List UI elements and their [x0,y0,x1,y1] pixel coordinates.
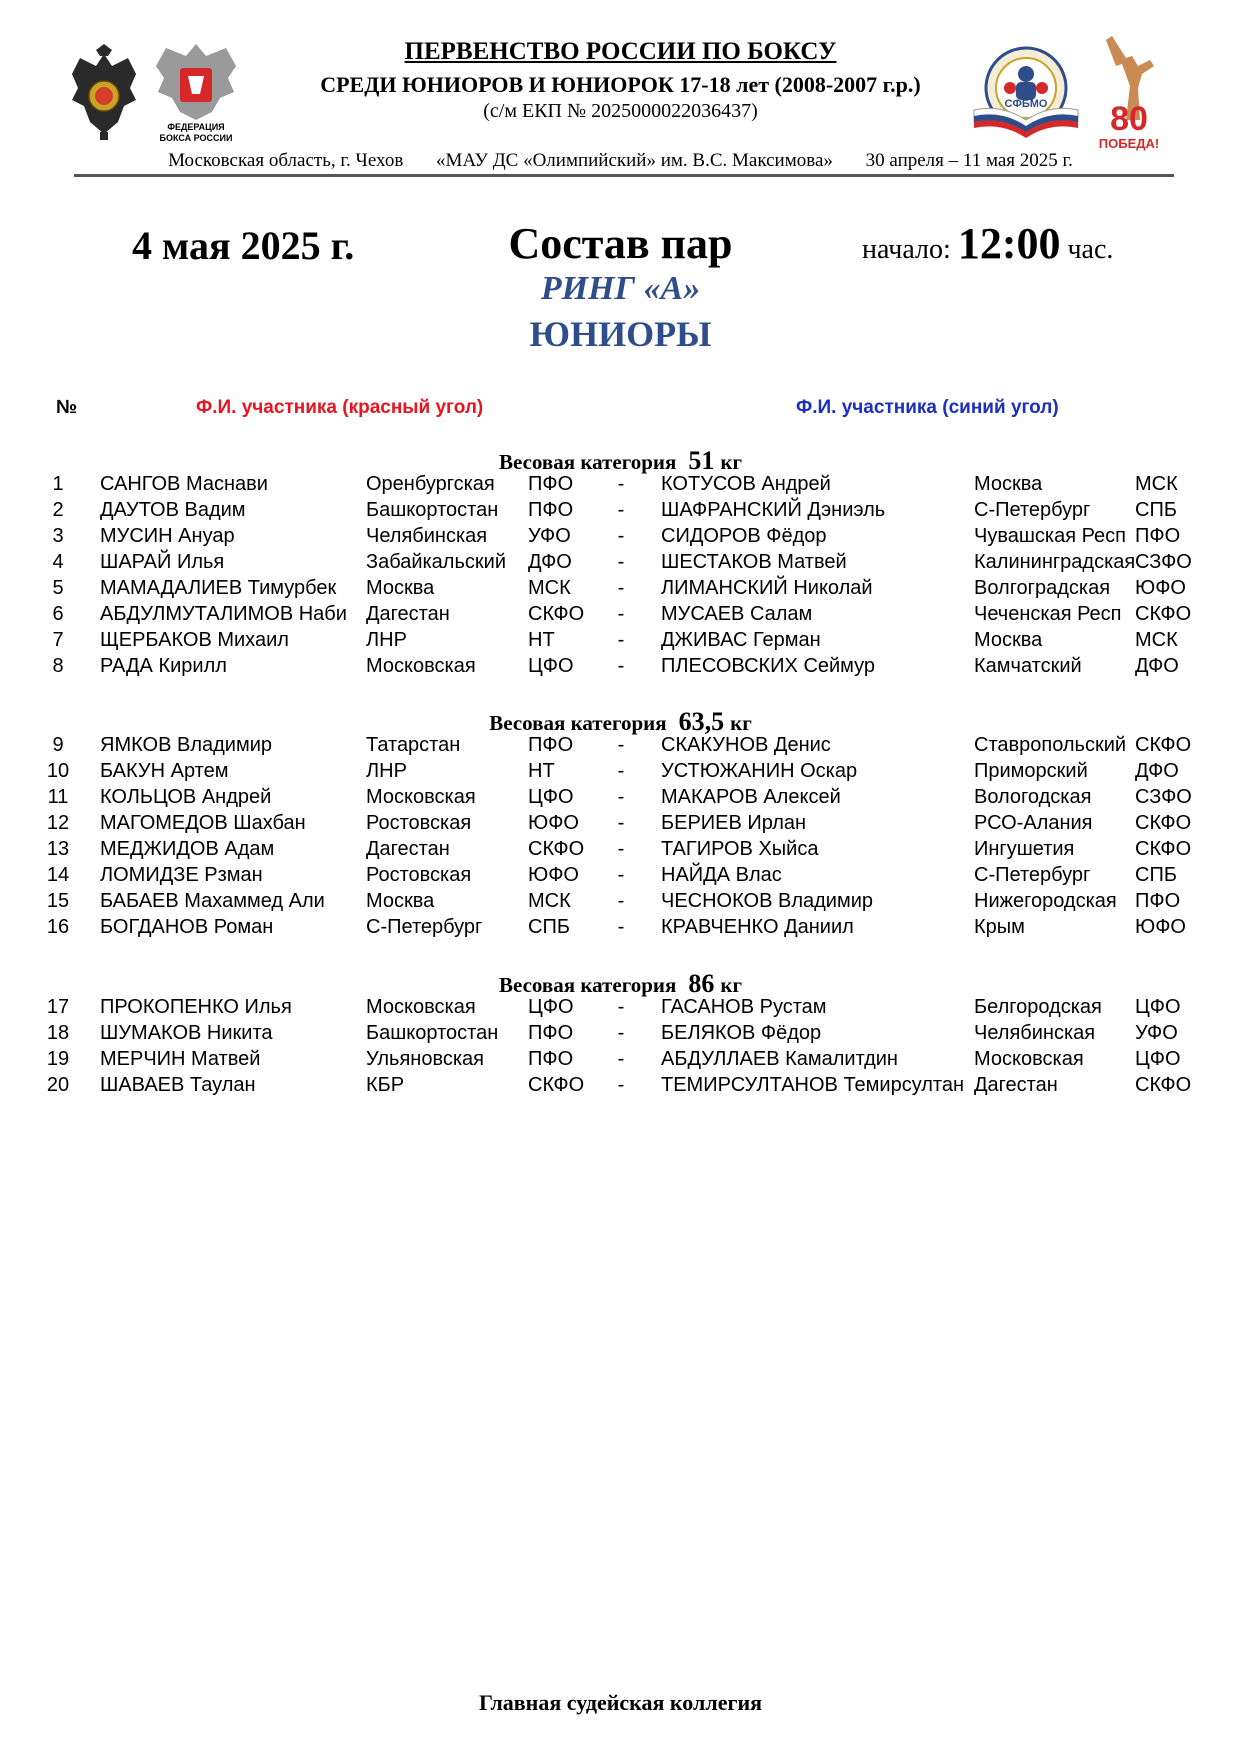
championship-title: ПЕРВЕНСТВО РОССИИ ПО БОКСУ [404,38,837,65]
vs-dash: - [617,603,625,625]
venue-place: «МАУ ДС «Олимпийский» им. В.С. Максимова» [436,150,833,171]
bout-number: 2 [52,499,64,521]
red-region: Башкортостан [366,499,499,521]
vs-dash: - [617,551,625,573]
red-name: КОЛЬЦОВ Андрей [100,786,272,808]
bout-number: 14 [46,864,70,886]
red-name: ДАУТОВ Вадим [100,499,246,521]
bout-row [0,890,1241,916]
red-region: ЛНР [366,629,407,651]
column-header-number: № [56,397,78,418]
blue-district: СЗФО [1135,551,1192,573]
weight-category-label: Весовая категория [498,973,677,997]
blue-name: КРАВЧЕНКО Даниил [661,916,854,938]
red-name: МАМАДАЛИЕВ Тимурбек [100,577,337,599]
sfbmo-text: СФБМО [1004,98,1048,110]
bout-number: 19 [46,1048,70,1070]
bout-number: 15 [46,890,70,912]
victory-text: ПОБЕДА! [1098,136,1160,151]
weight-category-heading [0,446,1241,476]
federation-name-line1: ФЕДЕРАЦИЯ [167,122,225,132]
bout-number: 18 [46,1022,70,1044]
blue-name: ЧЕСНОКОВ Владимир [661,890,874,912]
bout-row [0,603,1241,629]
vs-dash: - [617,760,625,782]
vs-dash: - [617,864,625,886]
red-name: МЕДЖИДОВ Адам [100,838,275,860]
blue-region: Чеченская Респ [974,603,1122,625]
bout-row [0,577,1241,603]
championship-subtitle: СРЕДИ ЮНИОРОВ И ЮНИОРОК 17-18 лет (2008-2007 г.р.) [320,72,921,97]
bout-number: 8 [52,655,64,677]
red-region: Московская [366,996,476,1018]
red-region: Башкортостан [366,1022,499,1044]
blue-district: СКФО [1135,734,1192,756]
column-header-blue-corner: Ф.И. участника (синий угол) [796,397,1059,418]
vs-dash: - [617,916,625,938]
blue-region: Белгородская [974,996,1102,1018]
start-label: начало: [862,234,951,265]
weight-category-heading [0,707,1241,737]
blue-region: Крым [974,916,1025,938]
bout-row [0,1074,1241,1100]
bout-number: 7 [52,629,64,651]
red-district: ПФО [528,734,574,756]
bout-number: 4 [52,551,64,573]
blue-region: Вологодская [974,786,1092,808]
blue-district: ЦФО [1135,1048,1181,1070]
blue-name: БЕЛЯКОВ Фёдор [661,1022,822,1044]
blue-district: СКФО [1135,1074,1192,1096]
blue-region: РСО-Алания [974,812,1093,834]
blue-name: КОТУСОВ Андрей [661,473,831,495]
vs-dash: - [617,1048,625,1070]
weight-category-unit: кг [730,711,752,735]
page-title: Состав пар [508,219,733,268]
bout-row [0,655,1241,681]
weight-category-unit: кг [720,450,742,474]
red-name: ШАВАЕВ Таулан [100,1074,256,1096]
blue-district: СЗФО [1135,786,1192,808]
blue-district: СКФО [1135,838,1192,860]
bout-row [0,812,1241,838]
red-region: С-Петербург [366,916,483,938]
red-region: Московская [366,786,476,808]
red-name: ЩЕРБАКОВ Михаил [100,629,289,651]
red-name: БАКУН Артем [100,760,229,782]
blue-region: Ингушетия [974,838,1075,860]
bout-row [0,551,1241,577]
blue-region: Москва [974,473,1043,495]
bout-number: 6 [52,603,64,625]
bout-row [0,1048,1241,1074]
bout-number: 12 [46,812,70,834]
blue-district: УФО [1135,1022,1178,1044]
blue-district: МСК [1135,629,1178,651]
vs-dash: - [617,629,625,651]
blue-region: Калининградская [974,551,1136,573]
start-time-value: 12:00 [957,219,1061,268]
red-name: МАГОМЕДОВ Шахбан [100,812,306,834]
red-name: ШУМАКОВ Никита [100,1022,273,1044]
blue-district: ЮФО [1135,916,1186,938]
vs-dash: - [617,525,625,547]
red-district: СКФО [528,1074,585,1096]
red-name: БАБАЕВ Махаммед Али [100,890,325,912]
red-district: ПФО [528,499,574,521]
red-district: ПФО [528,1022,574,1044]
red-name: РАДА Кирилл [100,655,227,677]
vs-dash: - [617,1074,625,1096]
judges-panel-signature: Главная судейская коллегия [478,1690,763,1715]
red-district: МСК [528,890,571,912]
weight-category-label: Весовая категория [498,450,677,474]
bout-number: 11 [47,786,69,808]
bout-row [0,864,1241,890]
blue-district: ЦФО [1135,996,1181,1018]
red-name: ЯМКОВ Владимир [100,734,273,756]
blue-district: СКФО [1135,603,1192,625]
blue-name: НАЙДА Влас [661,864,782,886]
blue-district: СКФО [1135,812,1192,834]
bout-row [0,629,1241,655]
blue-name: МУСАЕВ Салам [661,603,813,625]
bout-row [0,916,1241,942]
red-district: ЦФО [528,786,574,808]
red-district: ЮФО [528,812,579,834]
blue-region: Дагестан [974,1074,1058,1096]
blue-name: АБДУЛЛАЕВ Камалитдин [661,1048,898,1070]
column-header-red-corner: Ф.И. участника (красный угол) [196,397,484,418]
red-district: СКФО [528,838,585,860]
blue-district: ДФО [1135,655,1179,677]
vs-dash: - [617,655,625,677]
weight-category-heading [0,969,1241,999]
start-time [862,218,1113,269]
blue-name: ДЖИВАС Герман [661,629,821,651]
red-district: УФО [528,525,571,547]
bout-row [0,838,1241,864]
vs-dash: - [617,812,625,834]
red-district: ПФО [528,1048,574,1070]
red-region: Московская [366,655,476,677]
weight-category-unit: кг [720,973,742,997]
red-region: КБР [366,1074,405,1096]
vs-dash: - [617,1022,625,1044]
venue-line [0,150,1241,172]
venue-dates: 30 апреля – 11 мая 2025 г. [865,150,1073,171]
federation-name-line2: БОКСА РОССИИ [159,133,233,143]
red-name: МУСИН Ануар [100,525,235,547]
red-region: Ростовская [366,864,472,886]
red-region: Дагестан [366,838,450,860]
red-region: Москва [366,890,435,912]
bout-number: 17 [46,996,70,1018]
red-region: Ульяновская [366,1048,484,1070]
vs-dash: - [617,996,625,1018]
blue-district: ПФО [1135,525,1181,547]
red-district: ЦФО [528,655,574,677]
start-unit: час. [1067,234,1114,265]
blue-name: СКАКУНОВ Денис [661,734,831,756]
blue-name: ПЛЕСОВСКИХ Сеймур [661,655,876,677]
blue-region: С-Петербург [974,499,1091,521]
bout-row [0,996,1241,1022]
bout-row [0,499,1241,525]
red-district: ЦФО [528,996,574,1018]
blue-region: Московская [974,1048,1084,1070]
group-label: ЮНИОРЫ [529,314,712,354]
weight-category-value: 86 [688,969,715,998]
red-region: Оренбургская [366,473,495,495]
bout-number: 16 [46,916,70,938]
bout-number: 13 [46,838,70,860]
red-name: АБДУЛМУТАЛИМОВ Наби [100,603,347,625]
blue-region: Камчатский [974,655,1082,677]
red-region: Забайкальский [366,551,506,573]
blue-district: ДФО [1135,760,1179,782]
weight-category-value: 51 [688,446,715,475]
ring-label: РИНГ «А» [540,270,701,307]
vs-dash: - [617,473,625,495]
blue-name: ШЕСТАКОВ Матвей [661,551,847,573]
red-name: БОГДАНОВ Роман [100,916,274,938]
venue-city: Московская область, г. Чехов [168,150,404,171]
bout-number: 5 [52,577,64,599]
red-district: НТ [528,760,555,782]
red-name: ПРОКОПЕНКО Илья [100,996,292,1018]
blue-region: Челябинская [974,1022,1096,1044]
red-region: Москва [366,577,435,599]
blue-name: ТЕМИРСУЛТАНОВ Темирсултан [661,1074,965,1096]
blue-district: ЮФО [1135,577,1186,599]
blue-name: СИДОРОВ Фёдор [661,525,827,547]
red-region: Челябинская [366,525,488,547]
event-date: 4 мая 2025 г. [132,223,355,268]
bout-row [0,760,1241,786]
red-district: ЮФО [528,864,579,886]
blue-region: Волгоградская [974,577,1111,599]
bout-number: 3 [52,525,64,547]
blue-district: СПБ [1135,864,1177,886]
vs-dash: - [617,786,625,808]
vs-dash: - [617,499,625,521]
blue-name: ГАСАНОВ Рустам [661,996,827,1018]
blue-district: СПБ [1135,499,1177,521]
blue-region: Нижегородская [974,890,1117,912]
red-region: Дагестан [366,603,450,625]
red-district: СКФО [528,603,585,625]
blue-region: Москва [974,629,1043,651]
blue-name: ЛИМАНСКИЙ Николай [661,577,873,599]
blue-region: Чувашская Респ [974,525,1127,547]
blue-region: Ставропольский [974,734,1127,756]
red-district: МСК [528,577,571,599]
weight-category-label: Весовая категория [489,711,667,735]
red-district: НТ [528,629,555,651]
bout-number: 9 [52,734,64,756]
blue-name: МАКАРОВ Алексей [661,786,841,808]
header-divider [74,174,1174,177]
bout-row [0,786,1241,812]
red-district: ДФО [528,551,572,573]
ekp-number: (с/м ЕКП № 2025000022036437) [483,100,758,122]
vs-dash: - [617,838,625,860]
blue-district: МСК [1135,473,1178,495]
vs-dash: - [617,577,625,599]
vs-dash: - [617,890,625,912]
red-region: ЛНР [366,760,407,782]
vs-dash: - [617,734,625,756]
blue-district: ПФО [1135,890,1181,912]
red-region: Татарстан [366,734,461,756]
red-district: ПФО [528,473,574,495]
blue-name: БЕРИЕВ Ирлан [661,812,807,834]
bout-number: 20 [46,1074,70,1096]
bout-row [0,525,1241,551]
blue-region: Приморский [974,760,1088,782]
red-name: САНГОВ Маснави [100,473,268,495]
red-name: ШАРАЙ Илья [100,551,225,573]
bout-number: 10 [46,760,70,782]
blue-name: ТАГИРОВ Хыйса [661,838,819,860]
blue-name: ШАФРАНСКИЙ Дэниэль [661,499,886,521]
red-name: ЛОМИДЗЕ Рзман [100,864,263,886]
blue-region: С-Петербург [974,864,1091,886]
bout-row [0,473,1241,499]
blue-name: УСТЮЖАНИН Оскар [661,760,858,782]
red-district: СПБ [528,916,570,938]
red-name: МЕРЧИН Матвей [100,1048,261,1070]
bout-row [0,1022,1241,1048]
bout-number: 1 [52,473,64,495]
red-region: Ростовская [366,812,472,834]
victory-number: 80 [1110,100,1148,138]
bout-row [0,734,1241,760]
weight-category-value: 63,5 [678,707,725,736]
